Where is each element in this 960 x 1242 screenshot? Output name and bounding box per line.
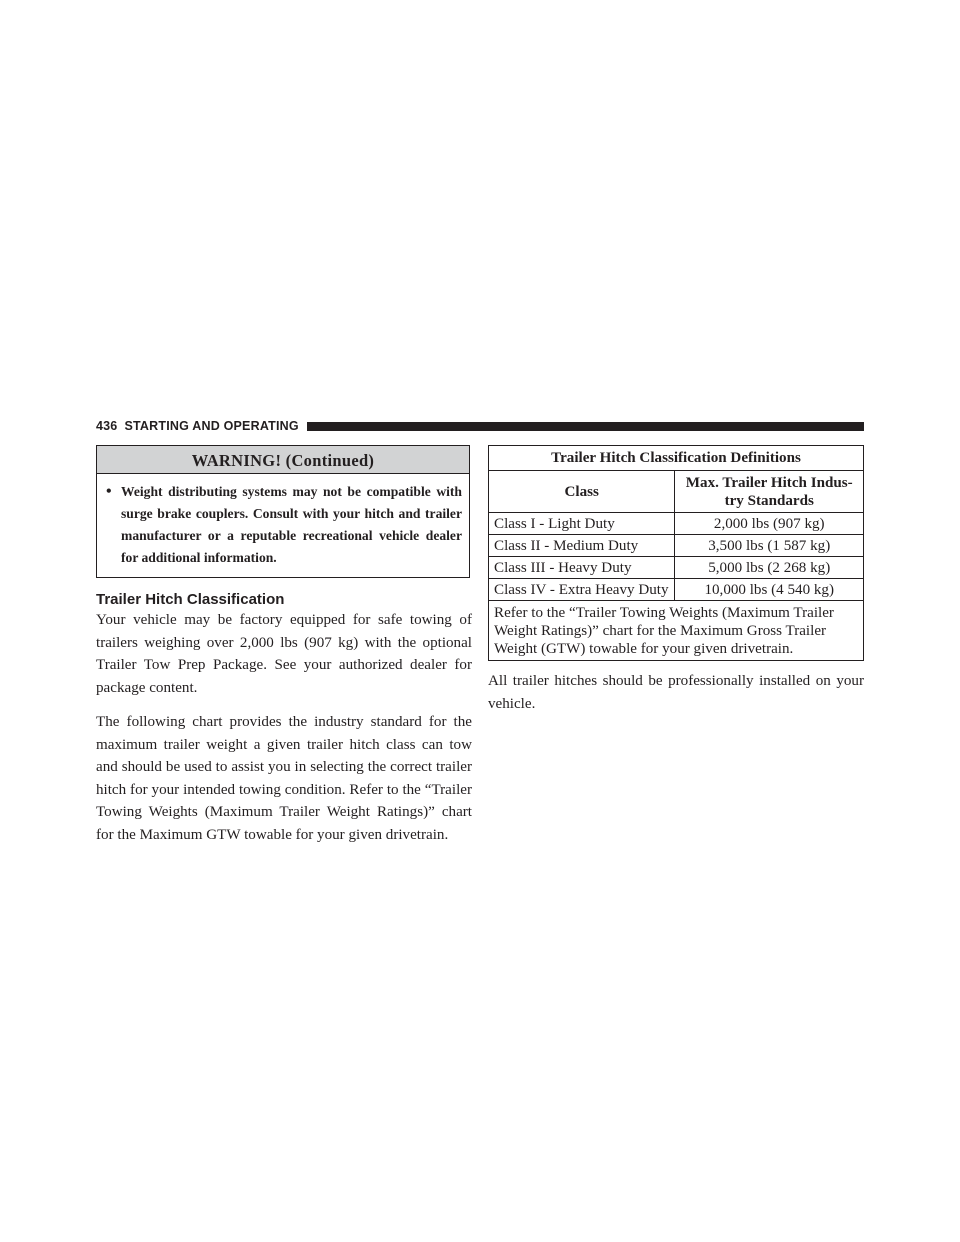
table-row xyxy=(489,513,864,535)
header-class: Class xyxy=(489,471,675,513)
warning-title: WARNING! (Continued) xyxy=(97,446,469,474)
table-row xyxy=(489,535,864,557)
weight-cell: 3,500 lbs (1 587 kg) xyxy=(675,535,864,557)
table-note: Refer to the “Trailer Towing Weights (Maximum Trailer Weight Ratings)” chart for the Maximum Gross Trailer Weight (GTW) towable for your given drivetrain. xyxy=(489,601,864,661)
class-cell: Class I - Light Duty xyxy=(489,513,675,535)
right-column xyxy=(488,445,864,715)
weight-cell: 5,000 lbs (2 268 kg) xyxy=(675,557,864,579)
class-cell: Class III - Heavy Duty xyxy=(489,557,675,579)
header-rule xyxy=(307,422,864,431)
chart-paragraph: The following chart provides the industry standard for the maximum trailer weight a given trailer hitch class can tow and should be used to assist you in selecting the correct trailer hitch for your intended towing condition. Refer to the “Trailer Towing Weights (Maximum Trailer Weight Ratings)” chart for the Maximum GTW towable for your given drivetrain. xyxy=(96,714,472,843)
hitch-classification-table xyxy=(488,445,864,661)
weight-cell: 2,000 lbs (907 kg) xyxy=(675,513,864,535)
left-column xyxy=(96,445,472,846)
warning-box xyxy=(96,445,470,578)
closing-paragraph: All trailer hitches should be professionally installed on your vehicle. xyxy=(488,673,864,712)
table-title: Trailer Hitch Classification Definitions xyxy=(489,446,864,471)
warning-body xyxy=(97,474,469,577)
class-cell: Class IV - Extra Heavy Duty xyxy=(489,579,675,601)
class-cell: Class II - Medium Duty xyxy=(489,535,675,557)
bullet-icon: • xyxy=(106,483,112,500)
weight-cell: 10,000 lbs (4 540 kg) xyxy=(675,579,864,601)
section-heading: Trailer Hitch Classification xyxy=(96,591,285,608)
table-row xyxy=(489,579,864,601)
page-number: 436 xyxy=(96,419,118,433)
page-header xyxy=(96,418,864,434)
warning-text: Weight distributing systems may not be compatible with surge brake couplers. Consult with your hitch and trailer manufacturer or a reputable recreational vehicle dealer for additional information. xyxy=(121,484,462,565)
section-title: STARTING AND OPERATING xyxy=(124,419,299,433)
table-row xyxy=(489,557,864,579)
intro-paragraph: Your vehicle may be factory equipped for safe towing of trailers weighing over 2,000 lbs (907 kg) with the optional Trailer Tow Prep Package. See your authorized dealer for package content. xyxy=(96,612,472,696)
header-max-standard: Max. Trailer Hitch Indus- try Standards xyxy=(675,471,864,513)
